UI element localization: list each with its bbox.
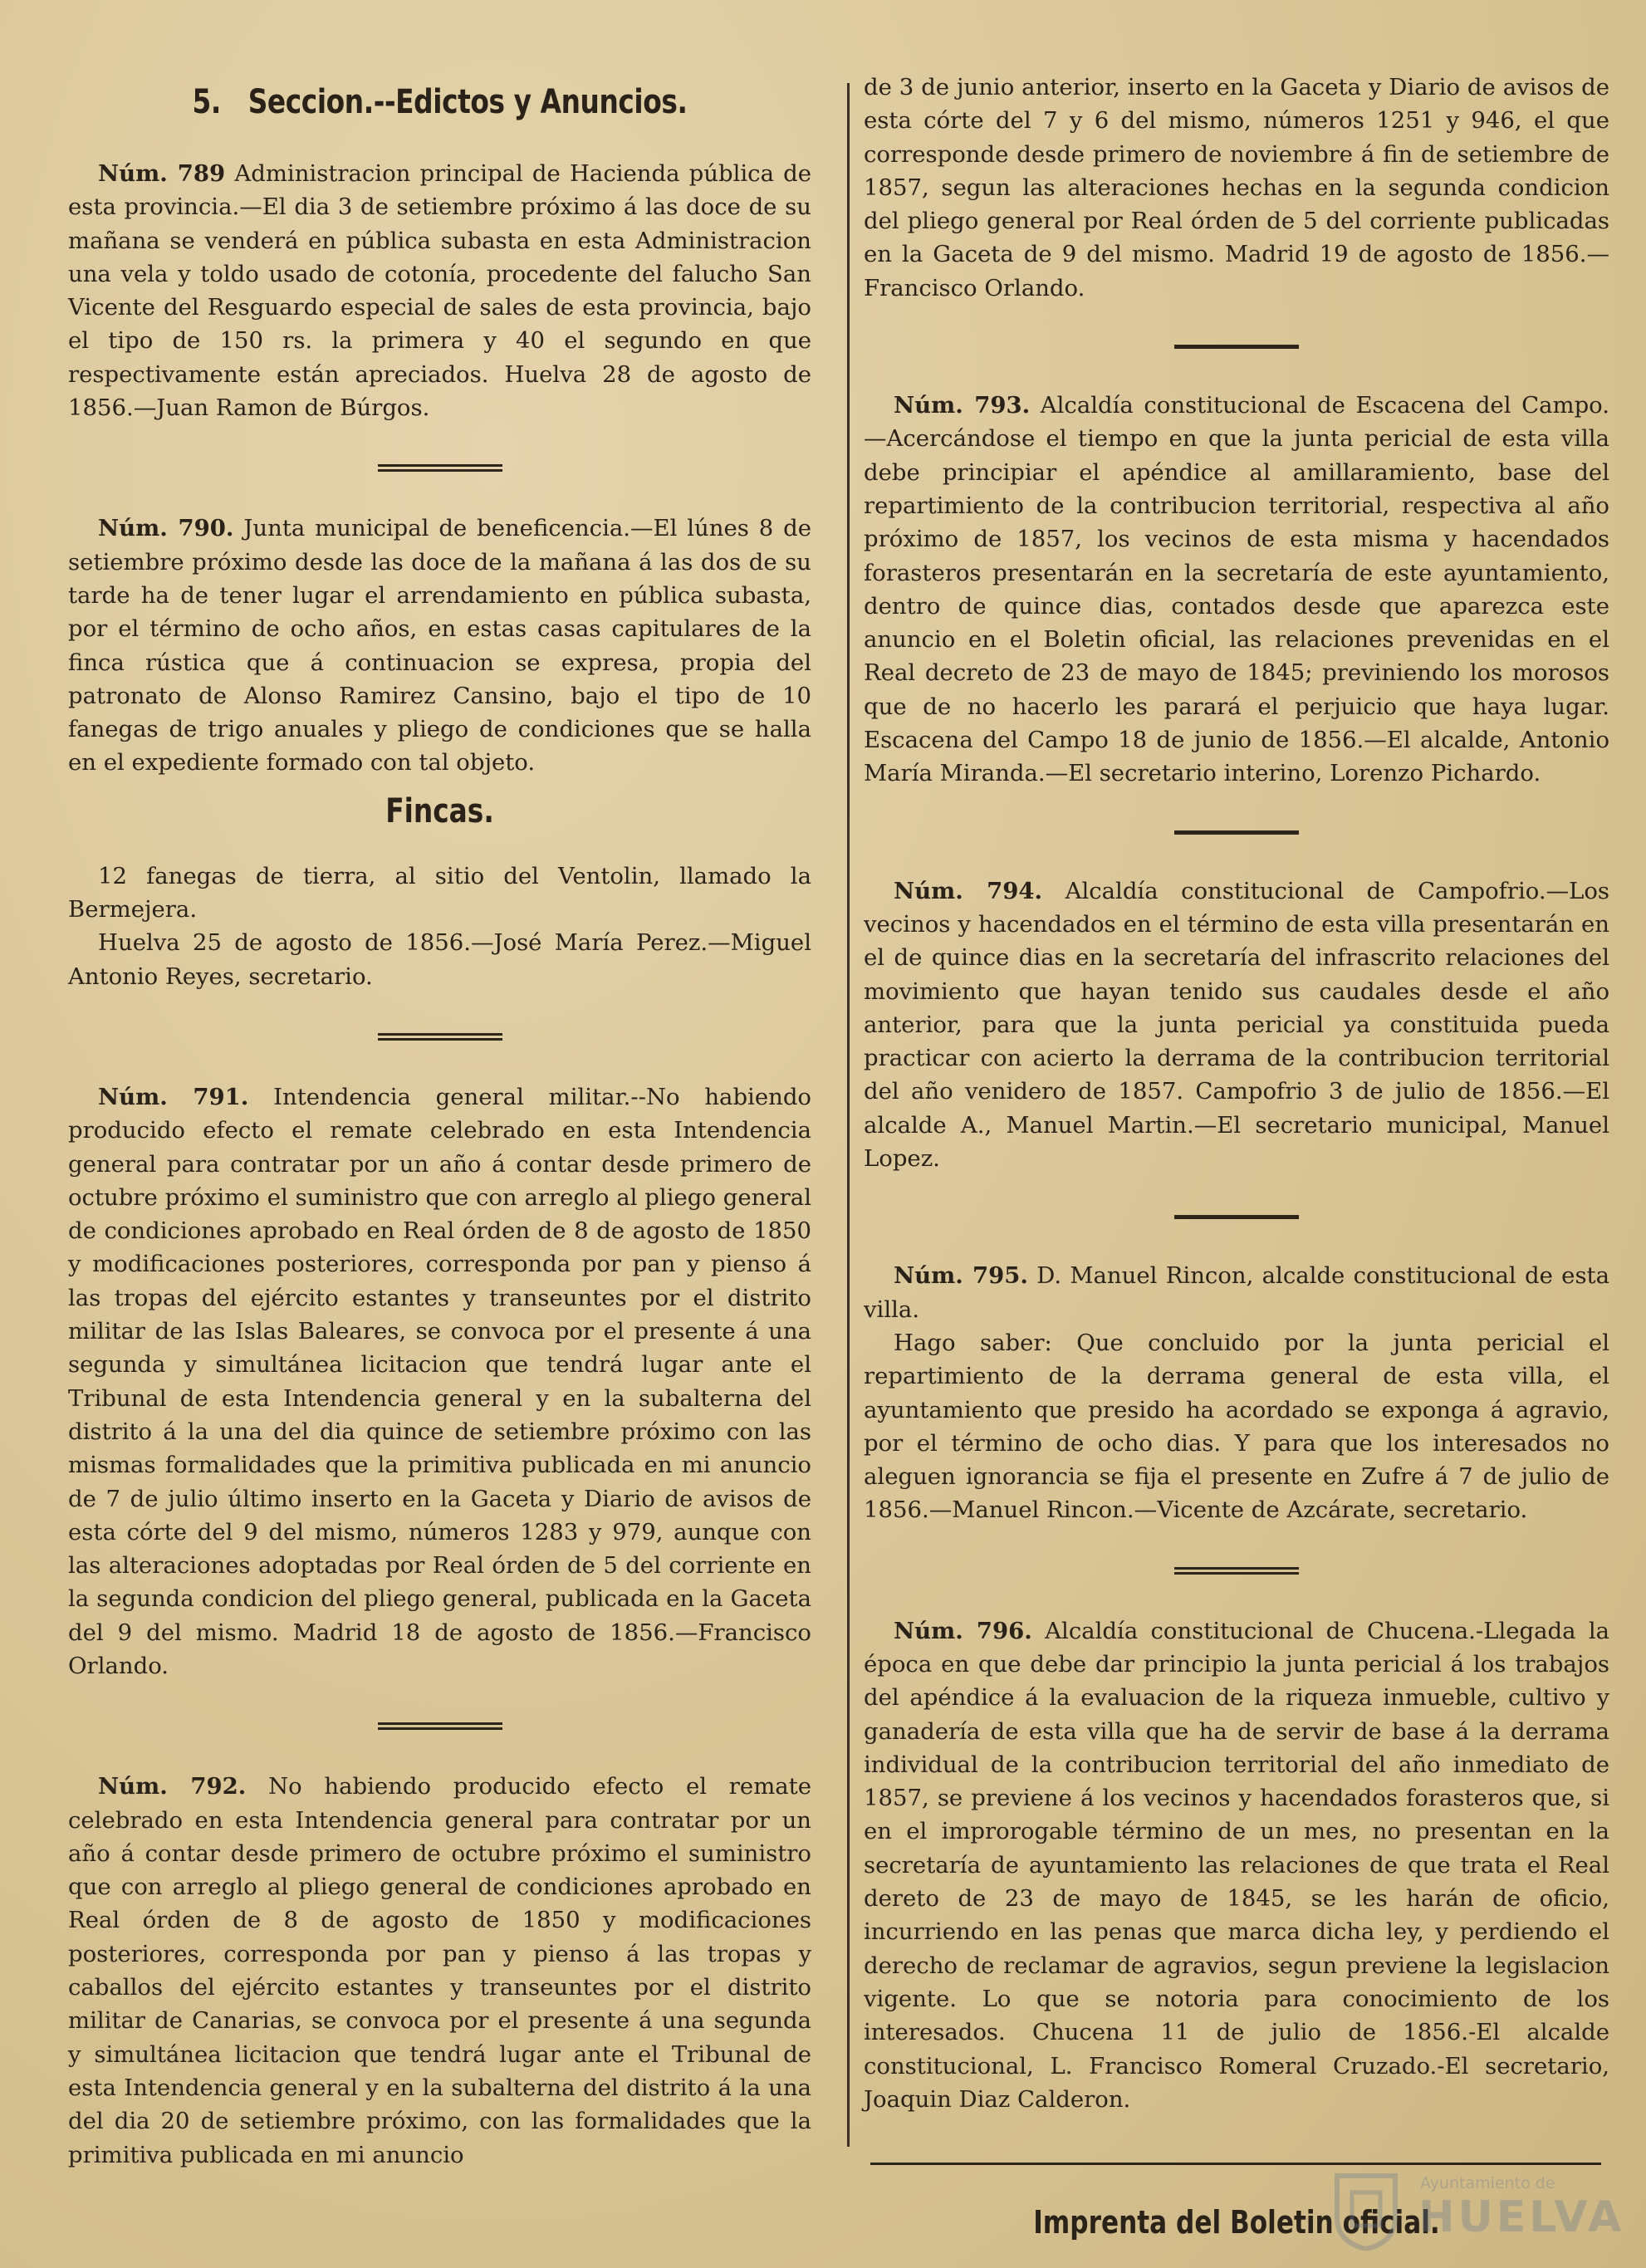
fincas-line: 12 fanegas de tierra, al sitio del Ventolin, llamado la Bermejera.: [68, 862, 811, 923]
notice-794: [864, 874, 1609, 1176]
watermark-caption: Ayuntamiento de: [1420, 2174, 1555, 2192]
notice-791: [68, 1080, 811, 1683]
notice-number: Núm. 793.: [894, 392, 1031, 419]
notice-795-body: Hago saber: Que concluido por la junta pericial el repartimiento de la derrama general de esta villa, el ayuntamiento que presido ha acordado se exponga á agravio, por el término de ocho dias. Y para que los interesados no aleguen ignorancia se fija el presente en Zufre á 7 de julio de 1856.—Manuel Rincon.—Vicente de Azcárate, secretario.: [864, 1329, 1609, 1524]
printer-imprint: Imprenta del Boletin oficial.: [1033, 2204, 1440, 2241]
separator-rule: [1174, 830, 1299, 835]
section-number: 5.: [192, 83, 221, 121]
column-divider: [847, 83, 850, 2147]
notice-790: [68, 512, 811, 779]
notice-text: Alcaldía constitucional de Campofrio.—Los vecinos y hacendados en el término de esta villa presentarán en el de quince dias en la secretaría del infrascrito relaciones del movimiento que hayan tenido sus caudales desde el año anterior, para que la junta pericial ya constituida pueda practicar con acierto la derrama de la contribucion territorial del año venidero de 1857. Campofrio 3 de julio de 1856.—El alcalde A., Manuel Martin.—El secretario municipal, Manuel Lopez.: [864, 877, 1609, 1173]
city-shield-icon: [1329, 2168, 1404, 2251]
section-title-text: Seccion.--Edictos y Anuncios.: [247, 83, 688, 121]
separator-rule: [1174, 1567, 1299, 1575]
notice-text: D. Manuel Rincon, alcalde constitucional de esta villa.: [864, 1262, 1610, 1323]
separator-rule: [1174, 345, 1299, 349]
notice-text: No habiendo producido efecto el remate celebrado en esta Intendencia general para contratar por un año á contar desde primero de octubre próximo el suministro que con arreglo al pliego general de condiciones aprobado en Real órden de 8 de agosto de 1850 y modificaciones posteriores, corresponda por pan y pienso á las tropas y caballos del ejército estantes y transeuntes por el distrito militar de Canarias, se convoca por el presente á una segunda y simultánea licitacion que tendrá lugar ante el Tribunal de esta Intendencia general y en la subalterna del distrito á la una del dia 20 de setiembre próximo, con las formalidades que la primitiva publicada en mi anuncio: [68, 1773, 811, 2168]
fincas-title: Fincas.: [385, 791, 494, 830]
notice-number: Núm. 789: [98, 160, 226, 187]
notice-789: [68, 157, 811, 424]
notice-text: Administracion principal de Hacienda pública de esta provincia.—El dia 3 de setiembre próximo á las doce de su mañana se venderá en pública subasta en esta Administracion una vela y toldo usado de cotonía, procedente del falucho San Vicente del Resguardo especial de sales de esta provincia, bajo el tipo de 150 rs. la primera y 40 el segundo en que respectivamente están apreciados. Huelva 28 de agosto de 1856.—Juan Ramon de Búrgos.: [68, 160, 811, 422]
separator-rule: [1174, 1215, 1299, 1219]
closing-rule: [870, 2163, 1601, 2165]
section-title: [135, 79, 745, 125]
notice-number: Núm. 796.: [894, 1617, 1032, 1644]
fincas-signature: Huelva 25 de agosto de 1856.—José María Perez.—Miguel Antonio Reyes, secretario.: [68, 929, 811, 990]
notice-number: Núm. 794.: [894, 877, 1043, 904]
notice-text: Alcaldía constitucional de Chucena.-Llegada la época en que debe dar principio la junta pericial á los trabajos del apéndice á la evaluacion de la riqueza inmueble, cultivo y ganadería de esta villa que ha de servir de base á la derrama individual de la contribucion territorial del año inmediato de 1857, se previene á los vecinos y hacendados forasteros que, si en el improrogable término de un mes, no presentan en la secretaría de ayuntamiento las relaciones de que trata el Real dereto de 23 de mayo de 1845, se les harán de oficio, incurriendo en las penas que marca dicha ley, y perdiendo el derecho de reclamar de agravios, segun previene la legislacion vigente. Lo que se notoria para conocimiento de los interesados. Chucena 11 de julio de 1856.-El alcalde constitucional, L. Francisco Romeral Cruzado.-El secretario, Joaquin Diaz Calderon.: [864, 1617, 1610, 2113]
notice-792: [68, 1770, 811, 2172]
notice-number: Núm. 795.: [894, 1262, 1028, 1290]
right-column: [864, 74, 1610, 2243]
notice-number: Núm. 791.: [98, 1083, 249, 1110]
watermark-name: HUELVA: [1418, 2192, 1625, 2242]
notice-text: Junta municipal de beneficencia.—El lúnes 8 de setiembre próximo desde las doce de la mañana á las dos de su tarde ha de tener lugar el arrendamiento en pública subasta, por el término de ocho años, en estas casas capitulares de la finca rústica que á continuacion se expresa, propia del patronato de Alonso Ramirez Cansino, bajo el tipo de 10 fanegas de trigo anuales y pliego de condiciones que se halla en el expediente formado con tal objeto.: [68, 515, 812, 776]
notice-number: Núm. 792.: [98, 1773, 247, 1800]
left-column: [68, 79, 811, 2172]
notice-796: [864, 1614, 1609, 2116]
notice-text: Alcaldía constitucional de Escacena del Campo.—Acercándose el tiempo en que la junta pericial de esta villa debe principiar el apéndice al amillaramiento, base del repartimiento de la contribucion territorial, respectiva al año próximo de 1857, los vecinos de esta misma y hacendados forasteros presentarán en la secretaría de este ayuntamiento, dentro de quince dias, contados desde que aparezca este anuncio en el Boletin oficial, las relaciones prevenidas en el Real decreto de 23 de mayo de 1845; previniendo los morosos que de no hacerlo les parará el perjuicio que haya lugar. Escacena del Campo 18 de junio de 1856.—El alcalde, Antonio María Miranda.—El secretario interino, Lorenzo Pichardo.: [864, 392, 1609, 787]
notice-number: Núm. 790.: [98, 515, 234, 542]
notice-793: [864, 389, 1609, 791]
separator-rule: [378, 1722, 502, 1730]
archive-watermark: [1329, 2168, 1628, 2259]
notice-792-continuation: de 3 de junio anterior, inserto en la Gaceta y Diario de avisos de esta córte del 7 y 6 del mismo, números 1251 y 946, el que corresponde desde primero de noviembre á fin de setiembre de 1857, segun las alteraciones hechas en la segunda condicion del pliego general por Real órden de 5 del corriente publicadas en la Gaceta de 9 del mismo. Madrid 19 de agosto de 1856.—Francisco Orlando.: [864, 74, 1609, 301]
notice-text: Intendencia general militar.--No habiendo producido efecto el remate celebrado en esta Intendencia general para contratar por un año á contar desde primero de octubre próximo el suministro que con arreglo al pliego general de condiciones aprobado en Real órden de 8 de agosto de 1850 y modificaciones posteriores, corresponda por pan y pienso á las tropas del ejército estantes y transeuntes por el distrito militar de las Islas Baleares, se convoca por el presente á una segunda y simultánea licitacion que tendrá lugar ante el Tribunal de esta Intendencia general y en la subalterna del distrito á la una del dia quince de setiembre próximo con las mismas formalidades que la primitiva publicada en mi anuncio de 7 de julio último inserto en la Gaceta y Diario de avisos de esta córte del 9 del mismo, números 1283 y 979, aunque con las alteraciones adoptadas por Real órden de 5 del corriente en la segunda condicion del pliego general, publicada en la Gaceta del 9 del mismo. Madrid 18 de agosto de 1856.—Francisco Orlando.: [68, 1083, 811, 1679]
notice-795: [864, 1259, 1609, 1326]
separator-rule: [378, 464, 502, 472]
separator-rule: [378, 1033, 502, 1041]
